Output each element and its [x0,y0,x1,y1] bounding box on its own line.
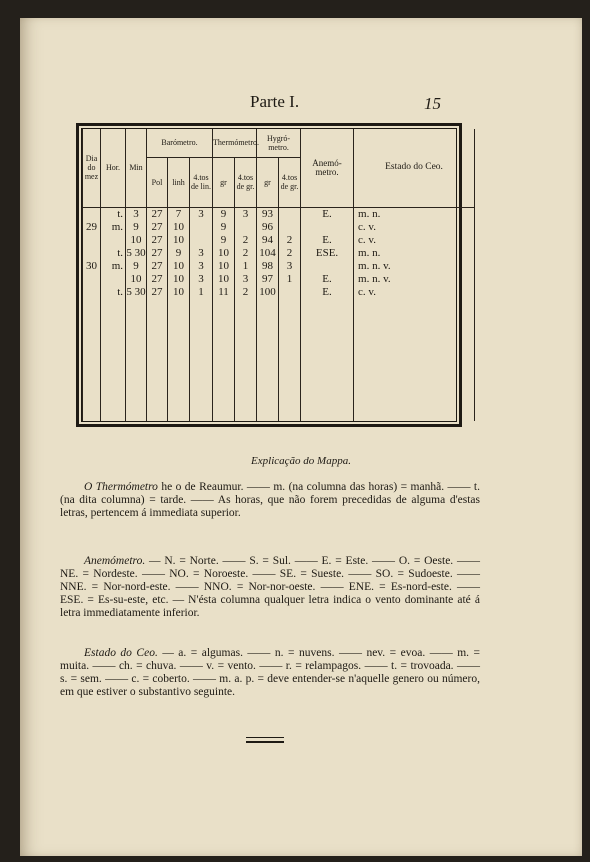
paragraph-estado-do-ceo-lead: Estado do Ceo. [84,647,158,659]
cell-hyg-gr: 100 [257,286,279,299]
cell-therm-quartos: 1 [235,260,257,273]
empty-cell [126,299,147,422]
cell-min: 3 [126,207,147,221]
cell-min: 9 [126,260,147,273]
cell-bar-linh: 10 [168,273,190,286]
cell-hor: m. [101,260,126,273]
cell-therm-gr: 9 [213,234,235,247]
paragraph-anemometro-text: — N. = Norte. —— S. = Sul. —— E. = Este. —— O. = Oeste. —— NE. = Nordeste. —— NO. = Noroeste. —— SE. = Sueste. —— SO. = Sudoeste. —— NNE. = Nor-nord-este. —— NNO. = Nor-nor-oeste. —— ENE. = Es-nord-este. —— ESE. = Es-su-este, etc. — N'ésta columna qualquer letra indica o vento dominante até á letra immediatamente inferior. [60,555,480,619]
cell-min: 10 [126,234,147,247]
cell-hyg-quartos [279,286,301,299]
cell-estado: m. n. v. [354,260,475,273]
cell-hyg-quartos: 3 [279,260,301,273]
cell-estado: c. v. [354,286,475,299]
cell-dia [83,207,101,221]
cell-therm-quartos: 3 [235,207,257,221]
paragraph-thermometro-lead: O Thermómetro [84,481,158,493]
empty-cell [235,299,257,422]
cell-hyg-quartos: 2 [279,247,301,260]
col-header-hor: Hor. [101,129,126,207]
cell-therm-quartos [235,221,257,234]
cell-bar-pol: 27 [147,234,168,247]
table-caption: Explicação do Mappa. [251,455,351,467]
cell-bar-pol: 27 [147,247,168,260]
cell-hyg-quartos: 1 [279,273,301,286]
cell-bar-linh: 9 [168,247,190,260]
cell-bar-quartos: 3 [190,207,213,221]
empty-cell [147,299,168,422]
cell-therm-quartos: 2 [235,234,257,247]
cell-min: 10 [126,273,147,286]
cell-hyg-quartos [279,207,301,221]
cell-estado: c. v. [354,234,475,247]
cell-anemometro [301,260,354,273]
cell-therm-quartos: 2 [235,286,257,299]
cell-bar-pol: 27 [147,273,168,286]
cell-hyg-gr: 104 [257,247,279,260]
col-header-hygrometro: Hygró-metro. [257,129,301,157]
table-row [83,260,475,273]
paragraph-estado-do-ceo-text: — a. = algumas. —— n. = nuvens. —— nev. = evoa. —— m. = muita. —— ch. = chuva. —— v. = vento. —— r. = relampagos. —— t. = trovoada. —— s. = sem. —— c. = coberto. —— m. a. p. = deve entender-se n'aquelle genero ou número, em que estiver o substantivo seguinte. [60,647,480,698]
cell-bar-linh: 7 [168,207,190,221]
cell-dia [83,286,101,299]
weather-data-table [82,129,475,421]
page-number: 15 [424,94,441,113]
cell-estado: m. n. v. [354,273,475,286]
cell-bar-pol: 27 [147,207,168,221]
cell-therm-quartos: 3 [235,273,257,286]
cell-dia: 30 [83,260,101,273]
cell-hor: t. [101,207,126,221]
cell-therm-gr: 11 [213,286,235,299]
cell-estado: c. v. [354,221,475,234]
cell-anemometro: E. [301,234,354,247]
cell-bar-linh: 10 [168,286,190,299]
paragraph-thermometro-text: he o de Reaumur. —— m. (na columna das horas) = manhã. —— t. (na dita columna) = tarde. —— As horas, que não forem precedidas de alguma d'estas letras, pertencem á immediata superior. [60,481,480,519]
paragraph-thermometro [60,481,480,520]
empty-cell [279,299,301,422]
empty-cell [190,299,213,422]
cell-anemometro [301,221,354,234]
cell-estado: m. n. [354,247,475,260]
cell-hor: m. [101,221,126,234]
cell-anemometro: E. [301,286,354,299]
cell-hyg-gr: 98 [257,260,279,273]
cell-hyg-gr: 97 [257,273,279,286]
table-row [83,247,475,260]
col-header-barometro: Barómetro. [147,129,213,157]
cell-hyg-gr: 94 [257,234,279,247]
cell-hyg-quartos [279,221,301,234]
cell-therm-quartos: 2 [235,247,257,260]
cell-bar-linh: 10 [168,260,190,273]
col-header-barometro-quartos: 4.tos de lin. [190,157,213,207]
cell-anemometro: ESE. [301,247,354,260]
cell-bar-linh: 10 [168,221,190,234]
cell-therm-gr: 9 [213,221,235,234]
cell-hyg-gr: 96 [257,221,279,234]
cell-anemometro: E. [301,273,354,286]
cell-hor: t. [101,286,126,299]
cell-dia [83,234,101,247]
cell-dia [83,247,101,260]
book-page [20,18,582,856]
running-header [20,90,582,120]
table-body [83,207,475,421]
cell-hyg-gr: 93 [257,207,279,221]
cell-min: 5 30 [126,246,146,259]
paragraph-estado-do-ceo [60,647,480,699]
end-ornament-rule [246,737,284,743]
cell-hor [101,273,126,286]
col-header-thermometro: Thermómetro. [213,129,257,157]
col-header-anemometro: Anemó-metro. [301,129,354,207]
table-row [83,234,475,247]
table-row [83,273,475,286]
cell-bar-quartos: 3 [190,273,213,286]
weather-table [76,123,462,427]
empty-cell [213,299,235,422]
cell-hor: t. [101,247,126,260]
cell-therm-gr: 10 [213,273,235,286]
cell-hyg-quartos: 2 [279,234,301,247]
empty-cell [301,299,354,422]
cell-min: 9 [126,221,147,234]
cell-min: 5 30 [126,285,146,298]
cell-bar-quartos: 1 [190,286,213,299]
cell-bar-quartos [190,234,213,247]
col-header-dia: Dia do mez [83,129,101,207]
empty-cell [168,299,190,422]
cell-therm-gr: 10 [213,260,235,273]
cell-bar-pol: 27 [147,286,168,299]
table-row [83,221,475,234]
empty-cell [354,299,475,422]
empty-cell [83,299,101,422]
cell-hor [101,234,126,247]
col-header-hygrometro-quartos: 4.tos de gr. [279,157,301,207]
table-row [83,207,475,221]
cell-dia [83,273,101,286]
cell-bar-linh: 10 [168,234,190,247]
cell-estado: m. n. [354,207,475,221]
col-header-thermometro-gr: gr [213,157,235,207]
col-header-min: Min [126,129,147,207]
cell-anemometro: E. [301,207,354,221]
page-header-title: Parte I. [250,92,300,111]
col-header-hygrometro-gr: gr [257,157,279,207]
cell-bar-quartos [190,221,213,234]
paragraph-anemometro-lead: Anemómetro. [84,555,146,567]
table-spacer-row [83,299,475,422]
col-header-thermometro-quartos: 4.tos de gr. [235,157,257,207]
table-row [83,286,475,299]
cell-therm-gr: 10 [213,247,235,260]
col-header-barometro-linh: linh [168,157,190,207]
col-header-barometro-pol: Pol [147,157,168,207]
cell-therm-gr: 9 [213,207,235,221]
empty-cell [101,299,126,422]
cell-bar-pol: 27 [147,221,168,234]
empty-cell [257,299,279,422]
cell-bar-quartos: 3 [190,260,213,273]
paragraph-anemometro [60,555,480,620]
col-header-estado-do-ceo: Estado do Ceo. [354,129,475,207]
cell-dia: 29 [83,221,101,234]
cell-bar-quartos: 3 [190,247,213,260]
cell-bar-pol: 27 [147,260,168,273]
